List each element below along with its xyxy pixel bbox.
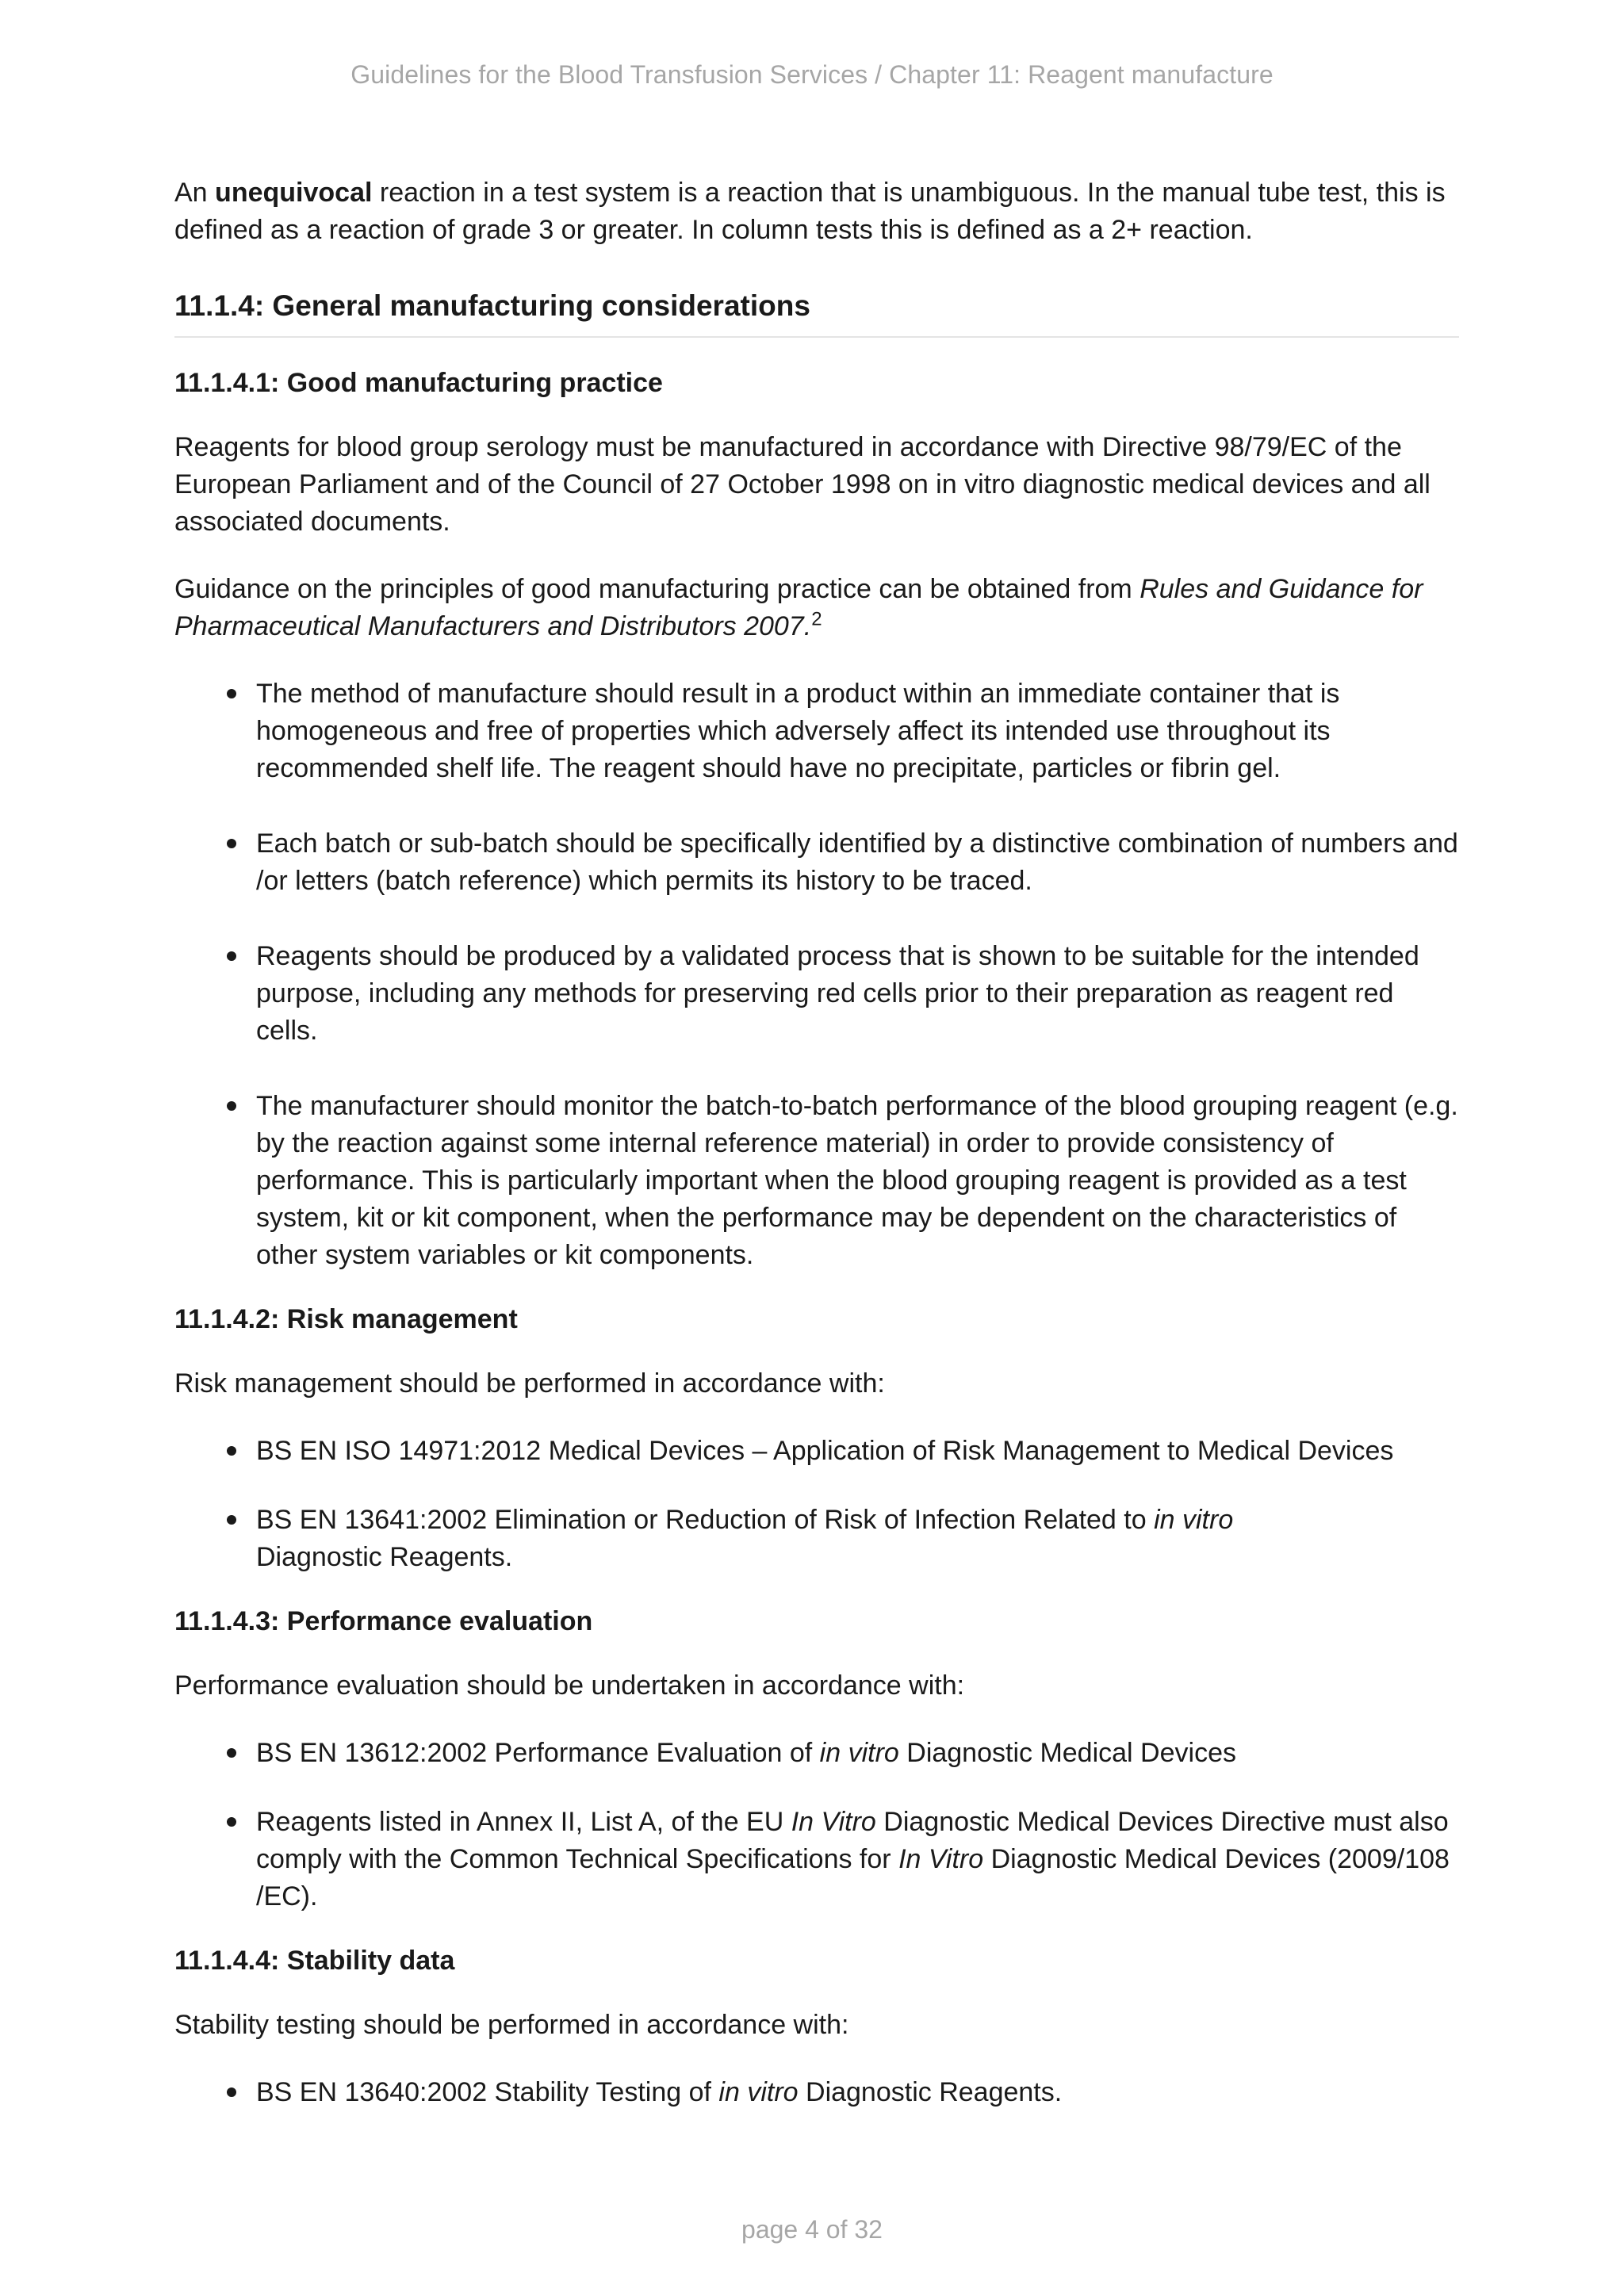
list-item-text: The method of manufacture should result in a product within an immediate container that is homogeneous and free of properties which adversely affect its intended use throughout its recommended shelf life. The reagent should have no precipitate, particles or fibrin gel. <box>256 679 1340 783</box>
bullet-icon <box>227 1101 236 1111</box>
performance-bullet1-end: Diagnostic Medical Devices <box>898 1738 1236 1768</box>
list-item-text: The manufacturer should monitor the batch-to-batch performance of the blood grouping reagent (e.g. by the reaction against some internal reference material) in order to provide consistency of performance. This is particularly important when the blood grouping reagent is provided as a test system, kit or kit component, when the performance may be dependent on the characteristics of other system variables or kit components. <box>256 1091 1458 1270</box>
list-item-text: BS EN ISO 14971:2012 Medical Devices – Application of Risk Management to Medical Devices <box>256 1436 1394 1466</box>
stability-bullet1-lead: BS EN 13640:2002 Stability Testing of <box>256 2077 719 2107</box>
performance-bullet2-mid: Diagnostic Medical Devices Directive must also comply with the Common Technical Specifications for <box>256 1807 1449 1874</box>
bullet-icon <box>227 1515 236 1525</box>
gmp-bullet-list <box>174 675 1459 1274</box>
list-item-text: Reagents should be produced by a validated process that is shown to be suitable for the intended purpose, including any methods for preserving red cells prior to their preparation as reagent red cells. <box>256 941 1419 1046</box>
risk-bullet2-italic: in vitro <box>1154 1505 1234 1535</box>
list-item <box>174 1433 1459 1470</box>
section-heading-general-manufacturing: 11.1.4: General manufacturing considerations <box>174 287 1459 338</box>
stability-bullet1-italic: in vitro <box>718 2077 799 2107</box>
list-item <box>174 1735 1459 1772</box>
subsection-heading-gmp: 11.1.4.1: Good manufacturing practice <box>174 368 663 398</box>
stability-bullet-list <box>174 2074 1459 2111</box>
list-item <box>174 1502 1459 1576</box>
performance-paragraph: Performance evaluation should be undertaken in accordance with: <box>174 1670 965 1701</box>
list-item <box>174 2074 1459 2111</box>
bullet-icon <box>227 1748 236 1758</box>
gmp-paragraph-guidance <box>174 571 1459 645</box>
list-item <box>174 825 1459 900</box>
intro-paragraph <box>174 174 1459 249</box>
performance-bullet1-italic: in vitro <box>819 1738 899 1768</box>
list-item-text <box>256 1738 1236 1768</box>
list-item <box>174 1088 1459 1274</box>
performance-bullet2-italic-1: In Vitro <box>791 1807 876 1837</box>
bullet-icon <box>227 1446 236 1456</box>
bullet-icon <box>227 1817 236 1827</box>
risk-paragraph: Risk management should be performed in accordance with: <box>174 1368 885 1399</box>
running-header: Guidelines for the Blood Transfusion Services / Chapter 11: Reagent manufacture <box>350 60 1274 89</box>
gmp-guidance-end: . <box>803 611 812 641</box>
risk-bullet2-lead: BS EN 13641:2002 Elimination or Reduction of Risk of Infection Related to <box>256 1505 1155 1535</box>
stability-bullet1-end: Diagnostic Reagents. <box>798 2077 1063 2107</box>
performance-bullet2-lead: Reagents listed in Annex II, List A, of the EU <box>256 1807 791 1837</box>
reference-superscript[interactable]: 2 <box>811 608 822 630</box>
performance-bullet1-lead: BS EN 13612:2002 Performance Evaluation of <box>256 1738 820 1768</box>
intro-lead: An <box>174 178 216 208</box>
bullet-icon <box>227 689 236 698</box>
document-body <box>174 174 1459 2138</box>
performance-bullet-list <box>174 1735 1459 1915</box>
stability-paragraph: Stability testing should be performed in accordance with: <box>174 2010 849 2040</box>
list-item-text <box>256 1807 1450 1911</box>
risk-bullet2-end: Diagnostic Reagents. <box>256 1542 513 1572</box>
subsection-heading-performance: 11.1.4.3: Performance evaluation <box>174 1606 593 1636</box>
list-item-text <box>256 2077 1062 2107</box>
bullet-icon <box>227 2087 236 2097</box>
list-item <box>174 1804 1459 1915</box>
performance-bullet2-end: Diagnostic Medical Devices (2009/108 /EC). <box>256 1844 1450 1911</box>
performance-bullet2-italic-2: In Vitro <box>898 1844 984 1874</box>
gmp-paragraph-directive: Reagents for blood group serology must be manufactured in accordance with Directive 98/79/EC of the European Parliament and of the Council of 27 October 1998 on in vitro diagnostic medical devices and all associated documents. <box>174 432 1431 537</box>
list-item-text: Each batch or sub-batch should be specifically identified by a distinctive combination of numbers and /or letters (batch reference) which permits its history to be traced. <box>256 828 1458 896</box>
term-unequivocal: unequivocal <box>215 178 373 208</box>
bullet-icon <box>227 951 236 961</box>
gmp-guidance-title: Rules and Guidance for Pharmaceutical Manufacturers and Distributors 2007 <box>174 574 1423 641</box>
intro-rest: reaction in a test system is a reaction that is unambiguous. In the manual tube test, this is defined as a reaction of grade 3 or greater. In column tests this is defined as a 2+ reaction. <box>174 178 1446 245</box>
list-item-text <box>256 1505 1233 1572</box>
list-item <box>174 675 1459 787</box>
bullet-icon <box>227 839 236 848</box>
gmp-guidance-lead: Guidance on the principles of good manufacturing practice can be obtained from <box>174 574 1140 604</box>
subsection-heading-risk: 11.1.4.2: Risk management <box>174 1304 518 1334</box>
subsection-heading-stability: 11.1.4.4: Stability data <box>174 1946 455 1976</box>
page-number: page 4 of 32 <box>741 2215 883 2244</box>
risk-bullet-list <box>174 1433 1459 1576</box>
list-item <box>174 938 1459 1050</box>
